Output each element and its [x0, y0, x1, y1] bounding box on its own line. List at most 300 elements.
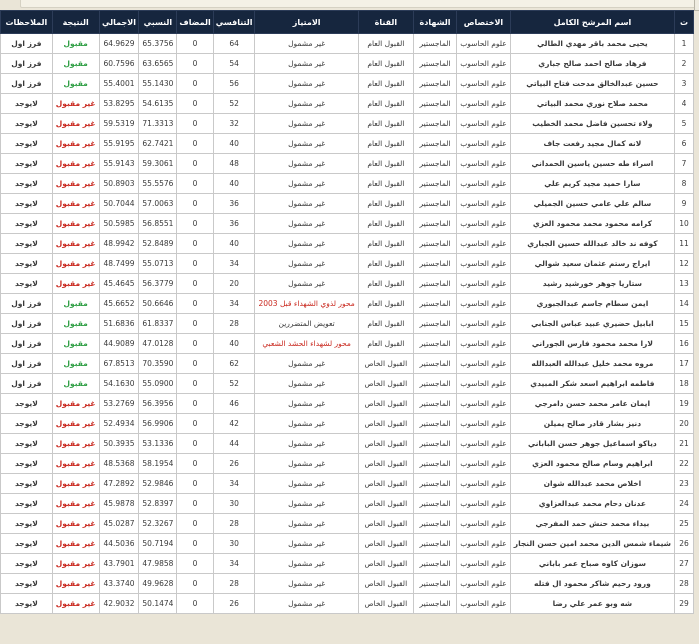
- cell-privilege: غير مشمول: [255, 474, 358, 494]
- cell-candidate-name: سالم علي عامي حسين الجميلي: [510, 194, 674, 214]
- cell-channel: القبول العام: [358, 114, 413, 134]
- cell-privilege: غير مشمول: [255, 174, 358, 194]
- table-row: [1, 154, 694, 174]
- cell-notes: فرز اول: [1, 374, 53, 394]
- cell-degree: الماجستير: [413, 54, 456, 74]
- cell-degree: الماجستير: [413, 394, 456, 414]
- cell-row-number: 7: [675, 154, 694, 174]
- cell-added-score: 0: [177, 174, 213, 194]
- cell-degree: الماجستير: [413, 474, 456, 494]
- cell-candidate-name: ايراج رستم عثمان سعيد شوالي: [510, 254, 674, 274]
- cell-specialization: علوم الحاسوب: [457, 194, 511, 214]
- cell-candidate-name: كوفه ند خالد عبدالله حسين الجباري: [510, 234, 674, 254]
- cell-degree: الماجستير: [413, 174, 456, 194]
- cell-relative-score: 52.8397: [139, 494, 177, 514]
- cell-privilege: غير مشمول: [255, 514, 358, 534]
- cell-channel: القبول العام: [358, 134, 413, 154]
- cell-total-score: 44.5036: [99, 534, 139, 554]
- cell-total-score: 43.7901: [99, 554, 139, 574]
- cell-competitive-score: 54: [213, 54, 255, 74]
- cell-relative-score: 55.1430: [139, 74, 177, 94]
- cell-row-number: 17: [675, 354, 694, 374]
- cell-result-badge: مقبول: [52, 294, 99, 314]
- cell-specialization: علوم الحاسوب: [457, 414, 511, 434]
- cell-result-badge: غير مقبول: [52, 454, 99, 474]
- cell-added-score: 0: [177, 314, 213, 334]
- cell-channel: القبول العام: [358, 74, 413, 94]
- cell-notes: لايوجد: [1, 434, 53, 454]
- cell-competitive-score: 34: [213, 254, 255, 274]
- cell-result-badge: غير مقبول: [52, 254, 99, 274]
- cell-added-score: 0: [177, 114, 213, 134]
- cell-competitive-score: 62: [213, 354, 255, 374]
- cell-channel: القبول العام: [358, 254, 413, 274]
- cell-result-badge: غير مقبول: [52, 274, 99, 294]
- cell-total-score: 48.9942: [99, 234, 139, 254]
- cell-channel: القبول الخاص: [358, 594, 413, 614]
- cell-privilege: غير مشمول: [255, 54, 358, 74]
- cell-notes: لايوجد: [1, 214, 53, 234]
- cell-row-number: 26: [675, 534, 694, 554]
- cell-degree: الماجستير: [413, 594, 456, 614]
- cell-specialization: علوم الحاسوب: [457, 274, 511, 294]
- cell-relative-score: 65.3756: [139, 34, 177, 54]
- table-row: [1, 94, 694, 114]
- cell-added-score: 0: [177, 274, 213, 294]
- cell-candidate-name: اخلاص محمد عبدالله شوان: [510, 474, 674, 494]
- cell-added-score: 0: [177, 534, 213, 554]
- header-degree: الشهادة: [413, 11, 456, 34]
- cell-total-score: 50.3935: [99, 434, 139, 454]
- cell-added-score: 0: [177, 54, 213, 74]
- cell-competitive-score: 34: [213, 294, 255, 314]
- table-row: [1, 474, 694, 494]
- cell-specialization: علوم الحاسوب: [457, 54, 511, 74]
- cell-added-score: 0: [177, 574, 213, 594]
- cell-relative-score: 58.1954: [139, 454, 177, 474]
- cell-result-badge: غير مقبول: [52, 114, 99, 134]
- cell-relative-score: 56.8551: [139, 214, 177, 234]
- cell-competitive-score: 52: [213, 94, 255, 114]
- cell-relative-score: 57.0063: [139, 194, 177, 214]
- cell-total-score: 53.2769: [99, 394, 139, 414]
- cell-result-badge: غير مقبول: [52, 234, 99, 254]
- cell-notes: فرز اول: [1, 354, 53, 374]
- cell-candidate-name: لانه كمال مجيد رفعت جاف: [510, 134, 674, 154]
- cell-notes: لايوجد: [1, 154, 53, 174]
- cell-channel: القبول العام: [358, 34, 413, 54]
- cell-channel: القبول الخاص: [358, 554, 413, 574]
- cell-specialization: علوم الحاسوب: [457, 514, 511, 534]
- table-row: [1, 594, 694, 614]
- cell-degree: الماجستير: [413, 134, 456, 154]
- cell-candidate-name: ابراهيم وسام صالح محمود العزي: [510, 454, 674, 474]
- cell-degree: الماجستير: [413, 34, 456, 54]
- cell-privilege: غير مشمول: [255, 254, 358, 274]
- cell-channel: القبول الخاص: [358, 354, 413, 374]
- cell-total-score: 53.8295: [99, 94, 139, 114]
- cell-privilege: محور لذوي الشهداء قبل 2003: [255, 294, 358, 314]
- cell-specialization: علوم الحاسوب: [457, 254, 511, 274]
- cell-result-badge: غير مقبول: [52, 134, 99, 154]
- cell-result-badge: غير مقبول: [52, 94, 99, 114]
- cell-notes: فرز اول: [1, 334, 53, 354]
- cell-result-badge: غير مقبول: [52, 534, 99, 554]
- header-privilege: الامتياز: [255, 11, 358, 34]
- cell-row-number: 1: [675, 34, 694, 54]
- cell-relative-score: 50.1474: [139, 594, 177, 614]
- cell-specialization: علوم الحاسوب: [457, 534, 511, 554]
- cell-total-score: 45.6652: [99, 294, 139, 314]
- table-row: [1, 414, 694, 434]
- cell-row-number: 25: [675, 514, 694, 534]
- cell-total-score: 50.7044: [99, 194, 139, 214]
- cell-candidate-name: ايمن سطام جاسم عبدالجبوري: [510, 294, 674, 314]
- cell-channel: القبول الخاص: [358, 374, 413, 394]
- cell-relative-score: 50.7194: [139, 534, 177, 554]
- cell-row-number: 24: [675, 494, 694, 514]
- cell-relative-score: 61.8337: [139, 314, 177, 334]
- cell-total-score: 55.9195: [99, 134, 139, 154]
- table-row: [1, 134, 694, 154]
- cell-channel: القبول العام: [358, 54, 413, 74]
- cell-candidate-name: دياكو اسماعيل جوهر حسن الباباني: [510, 434, 674, 454]
- cell-notes: لايوجد: [1, 174, 53, 194]
- table-row: [1, 514, 694, 534]
- cell-competitive-score: 40: [213, 334, 255, 354]
- cell-degree: الماجستير: [413, 234, 456, 254]
- cell-relative-score: 55.0713: [139, 254, 177, 274]
- cell-notes: فرز اول: [1, 54, 53, 74]
- cell-privilege: غير مشمول: [255, 574, 358, 594]
- cell-specialization: علوم الحاسوب: [457, 454, 511, 474]
- cell-specialization: علوم الحاسوب: [457, 294, 511, 314]
- cell-notes: لايوجد: [1, 514, 53, 534]
- cell-candidate-name: عدنان دحام محمد عبدالعزاوي: [510, 494, 674, 514]
- cell-added-score: 0: [177, 74, 213, 94]
- cell-competitive-score: 30: [213, 494, 255, 514]
- cell-added-score: 0: [177, 354, 213, 374]
- cell-candidate-name: ستاريا جوهر خورشيد رشيد: [510, 274, 674, 294]
- cell-added-score: 0: [177, 554, 213, 574]
- cell-specialization: علوم الحاسوب: [457, 94, 511, 114]
- cell-specialization: علوم الحاسوب: [457, 354, 511, 374]
- upper-panel-edge: [20, 0, 697, 8]
- cell-degree: الماجستير: [413, 354, 456, 374]
- cell-channel: القبول العام: [358, 174, 413, 194]
- table-row: [1, 234, 694, 254]
- cell-relative-score: 47.0128: [139, 334, 177, 354]
- cell-result-badge: مقبول: [52, 54, 99, 74]
- cell-privilege: غير مشمول: [255, 154, 358, 174]
- cell-row-number: 29: [675, 594, 694, 614]
- table-row: [1, 254, 694, 274]
- cell-row-number: 8: [675, 174, 694, 194]
- cell-privilege: تعويض المتضررين: [255, 314, 358, 334]
- table-row: [1, 454, 694, 474]
- cell-channel: القبول الخاص: [358, 394, 413, 414]
- cell-specialization: علوم الحاسوب: [457, 434, 511, 454]
- table-row: [1, 554, 694, 574]
- cell-notes: فرز اول: [1, 34, 53, 54]
- cell-competitive-score: 36: [213, 194, 255, 214]
- cell-relative-score: 56.3779: [139, 274, 177, 294]
- results-table: [0, 10, 694, 614]
- cell-added-score: 0: [177, 494, 213, 514]
- cell-row-number: 10: [675, 214, 694, 234]
- cell-channel: القبول الخاص: [358, 514, 413, 534]
- cell-notes: لايوجد: [1, 394, 53, 414]
- cell-privilege: غير مشمول: [255, 434, 358, 454]
- cell-degree: الماجستير: [413, 414, 456, 434]
- cell-total-score: 47.2892: [99, 474, 139, 494]
- table-row: [1, 394, 694, 414]
- cell-relative-score: 55.5576: [139, 174, 177, 194]
- cell-channel: القبول العام: [358, 234, 413, 254]
- cell-notes: لايوجد: [1, 134, 53, 154]
- cell-competitive-score: 40: [213, 234, 255, 254]
- cell-notes: لايوجد: [1, 574, 53, 594]
- cell-candidate-name: مروه محمد خليل عبدالله العبدالله: [510, 354, 674, 374]
- cell-candidate-name: دنيز بشار قادر صالح يميلن: [510, 414, 674, 434]
- cell-total-score: 44.9089: [99, 334, 139, 354]
- cell-notes: لايوجد: [1, 554, 53, 574]
- cell-total-score: 50.5985: [99, 214, 139, 234]
- table-row: [1, 114, 694, 134]
- header-name: اسم المرشح الكامل: [510, 11, 674, 34]
- cell-notes: لايوجد: [1, 254, 53, 274]
- cell-privilege: غير مشمول: [255, 74, 358, 94]
- cell-competitive-score: 28: [213, 574, 255, 594]
- cell-competitive-score: 30: [213, 534, 255, 554]
- cell-competitive-score: 32: [213, 114, 255, 134]
- cell-result-badge: مقبول: [52, 34, 99, 54]
- cell-degree: الماجستير: [413, 154, 456, 174]
- cell-competitive-score: 40: [213, 134, 255, 154]
- cell-competitive-score: 42: [213, 414, 255, 434]
- cell-relative-score: 54.6135: [139, 94, 177, 114]
- cell-row-number: 12: [675, 254, 694, 274]
- cell-candidate-name: سوزان كاوه صباح عمر باباني: [510, 554, 674, 574]
- header-added: المضاف: [177, 11, 213, 34]
- cell-row-number: 9: [675, 194, 694, 214]
- cell-specialization: علوم الحاسوب: [457, 134, 511, 154]
- cell-total-score: 59.5319: [99, 114, 139, 134]
- header-total: الاجمالي: [99, 11, 139, 34]
- cell-notes: فرز اول: [1, 294, 53, 314]
- cell-result-badge: غير مقبول: [52, 474, 99, 494]
- cell-specialization: علوم الحاسوب: [457, 334, 511, 354]
- cell-privilege: غير مشمول: [255, 274, 358, 294]
- cell-row-number: 2: [675, 54, 694, 74]
- header-no: ت: [675, 11, 694, 34]
- table-body: [1, 34, 694, 614]
- cell-degree: الماجستير: [413, 274, 456, 294]
- table-row: [1, 334, 694, 354]
- scrollbar[interactable]: [694, 0, 699, 11]
- cell-privilege: غير مشمول: [255, 34, 358, 54]
- cell-competitive-score: 28: [213, 314, 255, 334]
- cell-total-score: 60.7596: [99, 54, 139, 74]
- cell-channel: القبول العام: [358, 314, 413, 334]
- cell-added-score: 0: [177, 394, 213, 414]
- cell-row-number: 16: [675, 334, 694, 354]
- cell-relative-score: 56.9906: [139, 414, 177, 434]
- table-row: [1, 74, 694, 94]
- cell-candidate-name: بيداء محمد حنش حمد المفرجي: [510, 514, 674, 534]
- cell-notes: لايوجد: [1, 194, 53, 214]
- cell-specialization: علوم الحاسوب: [457, 394, 511, 414]
- cell-degree: الماجستير: [413, 254, 456, 274]
- cell-row-number: 22: [675, 454, 694, 474]
- cell-candidate-name: سارا حميد مجيد كريم علي: [510, 174, 674, 194]
- cell-degree: الماجستير: [413, 294, 456, 314]
- cell-candidate-name: يحيى محمد باقر مهدي الطالي: [510, 34, 674, 54]
- cell-added-score: 0: [177, 154, 213, 174]
- cell-added-score: 0: [177, 454, 213, 474]
- cell-specialization: علوم الحاسوب: [457, 494, 511, 514]
- table-row: [1, 374, 694, 394]
- cell-total-score: 67.8513: [99, 354, 139, 374]
- cell-candidate-name: ابابيل حضيري عبيد عباس الجنابي: [510, 314, 674, 334]
- cell-notes: لايوجد: [1, 474, 53, 494]
- cell-degree: الماجستير: [413, 454, 456, 474]
- cell-result-badge: غير مقبول: [52, 174, 99, 194]
- cell-notes: لايوجد: [1, 454, 53, 474]
- table-row: [1, 54, 694, 74]
- table-row: [1, 494, 694, 514]
- cell-privilege: محور لشهداء الحشد الشعبي: [255, 334, 358, 354]
- cell-privilege: غير مشمول: [255, 94, 358, 114]
- cell-added-score: 0: [177, 194, 213, 214]
- cell-relative-score: 47.9858: [139, 554, 177, 574]
- cell-channel: القبول الخاص: [358, 434, 413, 454]
- cell-degree: الماجستير: [413, 194, 456, 214]
- cell-privilege: غير مشمول: [255, 114, 358, 134]
- cell-relative-score: 52.9846: [139, 474, 177, 494]
- cell-result-badge: غير مقبول: [52, 434, 99, 454]
- cell-result-badge: غير مقبول: [52, 554, 99, 574]
- cell-added-score: 0: [177, 254, 213, 274]
- cell-added-score: 0: [177, 374, 213, 394]
- cell-channel: القبول العام: [358, 294, 413, 314]
- cell-result-badge: غير مقبول: [52, 514, 99, 534]
- cell-notes: فرز اول: [1, 74, 53, 94]
- table-row: [1, 314, 694, 334]
- cell-relative-score: 56.3956: [139, 394, 177, 414]
- cell-result-badge: غير مقبول: [52, 594, 99, 614]
- cell-privilege: غير مشمول: [255, 534, 358, 554]
- table-row: [1, 194, 694, 214]
- cell-relative-score: 71.3313: [139, 114, 177, 134]
- cell-channel: القبول الخاص: [358, 534, 413, 554]
- cell-competitive-score: 48: [213, 154, 255, 174]
- cell-degree: الماجستير: [413, 214, 456, 234]
- cell-degree: الماجستير: [413, 94, 456, 114]
- cell-specialization: علوم الحاسوب: [457, 574, 511, 594]
- cell-row-number: 20: [675, 414, 694, 434]
- cell-candidate-name: اسراء طه حسين ياسين الحمداني: [510, 154, 674, 174]
- cell-specialization: علوم الحاسوب: [457, 594, 511, 614]
- cell-row-number: 18: [675, 374, 694, 394]
- cell-result-badge: مقبول: [52, 354, 99, 374]
- cell-specialization: علوم الحاسوب: [457, 554, 511, 574]
- cell-added-score: 0: [177, 94, 213, 114]
- cell-result-badge: غير مقبول: [52, 414, 99, 434]
- cell-row-number: 19: [675, 394, 694, 414]
- cell-row-number: 23: [675, 474, 694, 494]
- cell-notes: لايوجد: [1, 534, 53, 554]
- cell-added-score: 0: [177, 594, 213, 614]
- cell-result-badge: غير مقبول: [52, 394, 99, 414]
- cell-result-badge: غير مقبول: [52, 494, 99, 514]
- cell-result-badge: مقبول: [52, 374, 99, 394]
- cell-privilege: غير مشمول: [255, 234, 358, 254]
- cell-competitive-score: 34: [213, 474, 255, 494]
- cell-privilege: غير مشمول: [255, 194, 358, 214]
- cell-competitive-score: 40: [213, 174, 255, 194]
- cell-total-score: 64.9629: [99, 34, 139, 54]
- cell-total-score: 48.7499: [99, 254, 139, 274]
- cell-total-score: 43.3740: [99, 574, 139, 594]
- cell-relative-score: 55.0900: [139, 374, 177, 394]
- cell-result-badge: غير مقبول: [52, 154, 99, 174]
- cell-total-score: 52.4934: [99, 414, 139, 434]
- table-row: [1, 534, 694, 554]
- table-header: [1, 11, 694, 34]
- cell-result-badge: غير مقبول: [52, 214, 99, 234]
- cell-competitive-score: 28: [213, 514, 255, 534]
- cell-privilege: غير مشمول: [255, 394, 358, 414]
- cell-channel: القبول الخاص: [358, 414, 413, 434]
- cell-notes: فرز اول: [1, 314, 53, 334]
- cell-privilege: غير مشمول: [255, 354, 358, 374]
- cell-competitive-score: 52: [213, 374, 255, 394]
- cell-degree: الماجستير: [413, 74, 456, 94]
- cell-specialization: علوم الحاسوب: [457, 214, 511, 234]
- header-specialization: الاختصاص: [457, 11, 511, 34]
- cell-specialization: علوم الحاسوب: [457, 234, 511, 254]
- cell-relative-score: 70.3590: [139, 354, 177, 374]
- cell-degree: الماجستير: [413, 374, 456, 394]
- cell-privilege: غير مشمول: [255, 414, 358, 434]
- cell-notes: لايوجد: [1, 274, 53, 294]
- cell-channel: القبول العام: [358, 154, 413, 174]
- table-row: [1, 174, 694, 194]
- cell-specialization: علوم الحاسوب: [457, 154, 511, 174]
- cell-candidate-name: ايمان عامر محمد حسن دامرجي: [510, 394, 674, 414]
- cell-privilege: غير مشمول: [255, 374, 358, 394]
- table-row: [1, 214, 694, 234]
- cell-total-score: 51.6836: [99, 314, 139, 334]
- cell-total-score: 45.4645: [99, 274, 139, 294]
- cell-added-score: 0: [177, 334, 213, 354]
- cell-relative-score: 52.3267: [139, 514, 177, 534]
- cell-added-score: 0: [177, 434, 213, 454]
- cell-result-badge: غير مقبول: [52, 574, 99, 594]
- cell-channel: القبول الخاص: [358, 574, 413, 594]
- cell-added-score: 0: [177, 234, 213, 254]
- cell-channel: القبول العام: [358, 274, 413, 294]
- cell-result-badge: غير مقبول: [52, 194, 99, 214]
- cell-channel: القبول العام: [358, 94, 413, 114]
- cell-notes: لايوجد: [1, 594, 53, 614]
- table-row: [1, 294, 694, 314]
- cell-relative-score: 63.6565: [139, 54, 177, 74]
- cell-specialization: علوم الحاسوب: [457, 474, 511, 494]
- cell-candidate-name: كرامه محمود محمد محمود العزي: [510, 214, 674, 234]
- cell-added-score: 0: [177, 214, 213, 234]
